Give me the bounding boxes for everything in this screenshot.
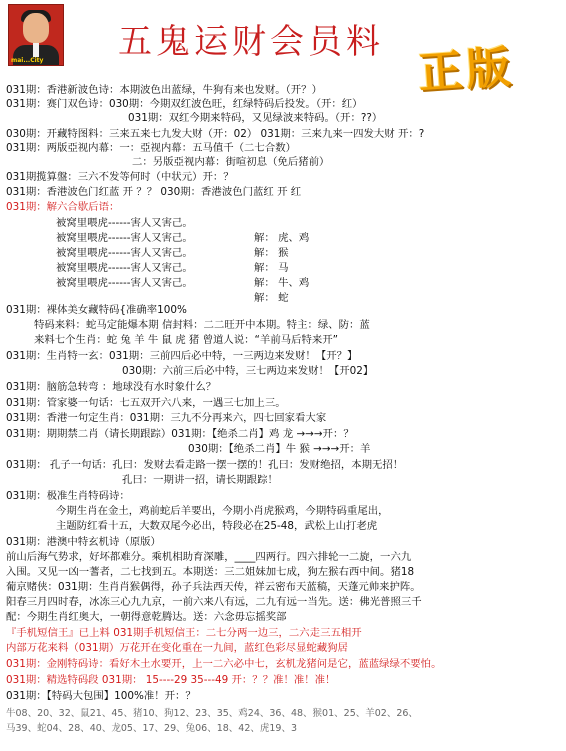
kingkong-text: 031期：金刚特码诗：看好木土水要开，上一二六必中七，玄机龙猪问是它，蓝蓝绿绿不要怕。 [6, 658, 442, 670]
line-brain-teaser: 031期：脑筋急转弯 ：地球没有水时象什么？ [6, 381, 217, 393]
line-hkmacau-1: 前山后海气势求，好坏都难分。乘机相助育深雕，____四两行。四六排轮一二旋，一六九 [6, 551, 412, 563]
line-lisboa-1: 葡京赌侠：031期：生肖肖猴偶得，孙子兵法西天传，祥云密布天蓝稿，天蓬元帅来护阵。 [6, 581, 421, 593]
line-double-red: 031期：双红今期来特码，又见绿波来特码。（开：??） [128, 112, 383, 124]
line-atv-inside-2: 二：另版亞视内幕：街喧初息（免后猪前） [132, 156, 330, 168]
line-housekeeper: 031期：管家婆一句话：七五双开六八来，一遇三七加上三。 [6, 397, 286, 409]
line-riddle-title: 031期：解六合歇后语： [6, 201, 120, 213]
riddle-answer: 解： 牛、鸡 [254, 277, 310, 289]
line-hk-color-gate: 031期：香港波色门红蓝 开 ？？ 030期：香港波色门蓝红 开 红 [6, 186, 302, 198]
line-lisboa-3: 配：今期生肖红奥大，一朝得意乾腾达。送：六念毋忘摇奖部 [6, 611, 287, 623]
line-ban-two-1: 031期：期期禁二肖（请长期跟踪）031期：【绝杀二肖】鸡 龙 →→→开：？ [6, 428, 354, 440]
avatar [8, 4, 64, 66]
line-zodiac-poem-2: 主题防红看十五，大数双尾今必出，特段必在25-48，武松上山打老虎 [56, 520, 378, 532]
line-nude-code: 031期：裸体美女藏特码{准确率100% [6, 304, 187, 316]
riddle-answer: 解： 虎、鸡 [254, 232, 310, 244]
line-numbers-1: 牛08、20、32、鼠21、45、猪10、狗12、23、35、鸡24、36、48、猴01、25、羊02、26、 [6, 708, 418, 719]
riddle-item: 被窝里喂虎------害人又害己。 [56, 277, 193, 289]
riddle-item: 被窝里喂虎------害人又害己。 [56, 247, 193, 259]
riddle-item: 被窝里喂虎------害人又害己。 [56, 232, 193, 244]
line-hkmacau-title: 031期：港澳中特玄机诗（原版） [6, 536, 161, 548]
line-kingkong [6, 658, 441, 671]
line-sms-king: 『手机短信王』已上料 031期手机短信王：二七分两一边三，二六走三五相开 [6, 627, 362, 639]
riddle-item: 被窝里喂虎------害人又害己。 [56, 217, 193, 229]
line-zodiac-poem-title: 031期：极准生肖特码诗： [6, 490, 130, 502]
riddle-answer: 解： 马 [254, 262, 289, 274]
line-hidden-image: 030期：开藏特图料：三来五来七九发大财（开：02） 031期：三来九来一四发大财 开：? [6, 128, 425, 140]
line-hkmacau-2: 入围。又见一凶一蓍者，二七找到五。本期送：三二姐妹加七成，狗左猴右西中间。猪18 [6, 566, 415, 578]
line-bose-poem: 031期：香港新波色诗：本期波色出蓝绿，牛狗有来也发财。（开？） [6, 84, 322, 96]
line-lisboa-2: 阳春三月四时春，冰冻三心九九京，一前六来八有远，二九有远一当先。送：佛光普照三千 [6, 596, 422, 608]
page-title: 五鬼运财会员料 [118, 22, 384, 62]
line-zodiac-mystery-1: 031期：生肖特一玄：031期：三前四后必中特，一三两边来发财！【开？】 [6, 350, 358, 362]
line-big-surround: 031期：【特码大包围】100%准！开：？ [6, 690, 196, 702]
avatar-tie [33, 43, 39, 57]
zhengban-stamp: 正版 [416, 41, 516, 100]
avatar-tag: mai...City [11, 57, 44, 64]
line-hk-zodiac: 031期：香港一句定生肖：031期：三九不分再来六，四七回家看大家 [6, 412, 327, 424]
line-zodiac-mystery-2: 030期：六前三后必中特，三七两边来发财！【开02】 [122, 365, 374, 377]
line-confucius-2: 孔曰：一期讲一招，请长期跟踪！ [122, 474, 278, 486]
line-ban-two-2: 030期：【绝杀二肖】牛 猴 →→→开：羊 [188, 443, 371, 455]
line-numbers-2: 马39、蛇04、28、40、龙05、17、29、兔06、18、42、虎19、3 [6, 723, 298, 734]
riddle-answer: 解： 蛇 [254, 292, 289, 304]
line-zodiac-poem-1: 今期生肖在金土，鸡前蛇后羊要出，今期小肖虎猴鸡，今期特码重尾出， [56, 505, 389, 517]
riddle-item: 被窝里喂虎------害人又害己。 [56, 262, 193, 274]
line-wanhua: 内部万花来料（031期）万花开在变化重在一九间，蓝红色彩尽显蛇藏狗居 [6, 642, 348, 654]
avatar-face [23, 13, 49, 43]
line-special-code-source: 特码来料：蛇马定能爆本期 信封料：二二旺开中本期。特主：绿、防：蓝 [34, 319, 370, 331]
line-selected-range: 031期：精选特码段 031期： 15----29 35---49 开：？？准！准！准！ [6, 674, 336, 686]
line-atv-inside-1: 031期：两版亞视内幕：一：亞视内幕：五马值千（二七合数） [6, 142, 296, 154]
line-double-color-poem: 031期：赛门双色诗：030期：今期双红波色旺，红绿特码后投发。（开：红） [6, 98, 363, 110]
riddle-answer: 解： 猴 [254, 247, 289, 259]
line-seven-zodiac: 来料七个生肖：蛇 兔 羊 牛 鼠 虎 猪 曾道人说：“羊前马后特来开” [34, 334, 339, 346]
line-confucius-1: 031期： 孔子一句话：孔曰：发财去看走路一摆一摆的！孔曰：发财绝招，本期无招！ [6, 459, 404, 471]
line-abacus: 031期揽算盤：三六不发等何时（中状元）开：？ [6, 171, 234, 183]
